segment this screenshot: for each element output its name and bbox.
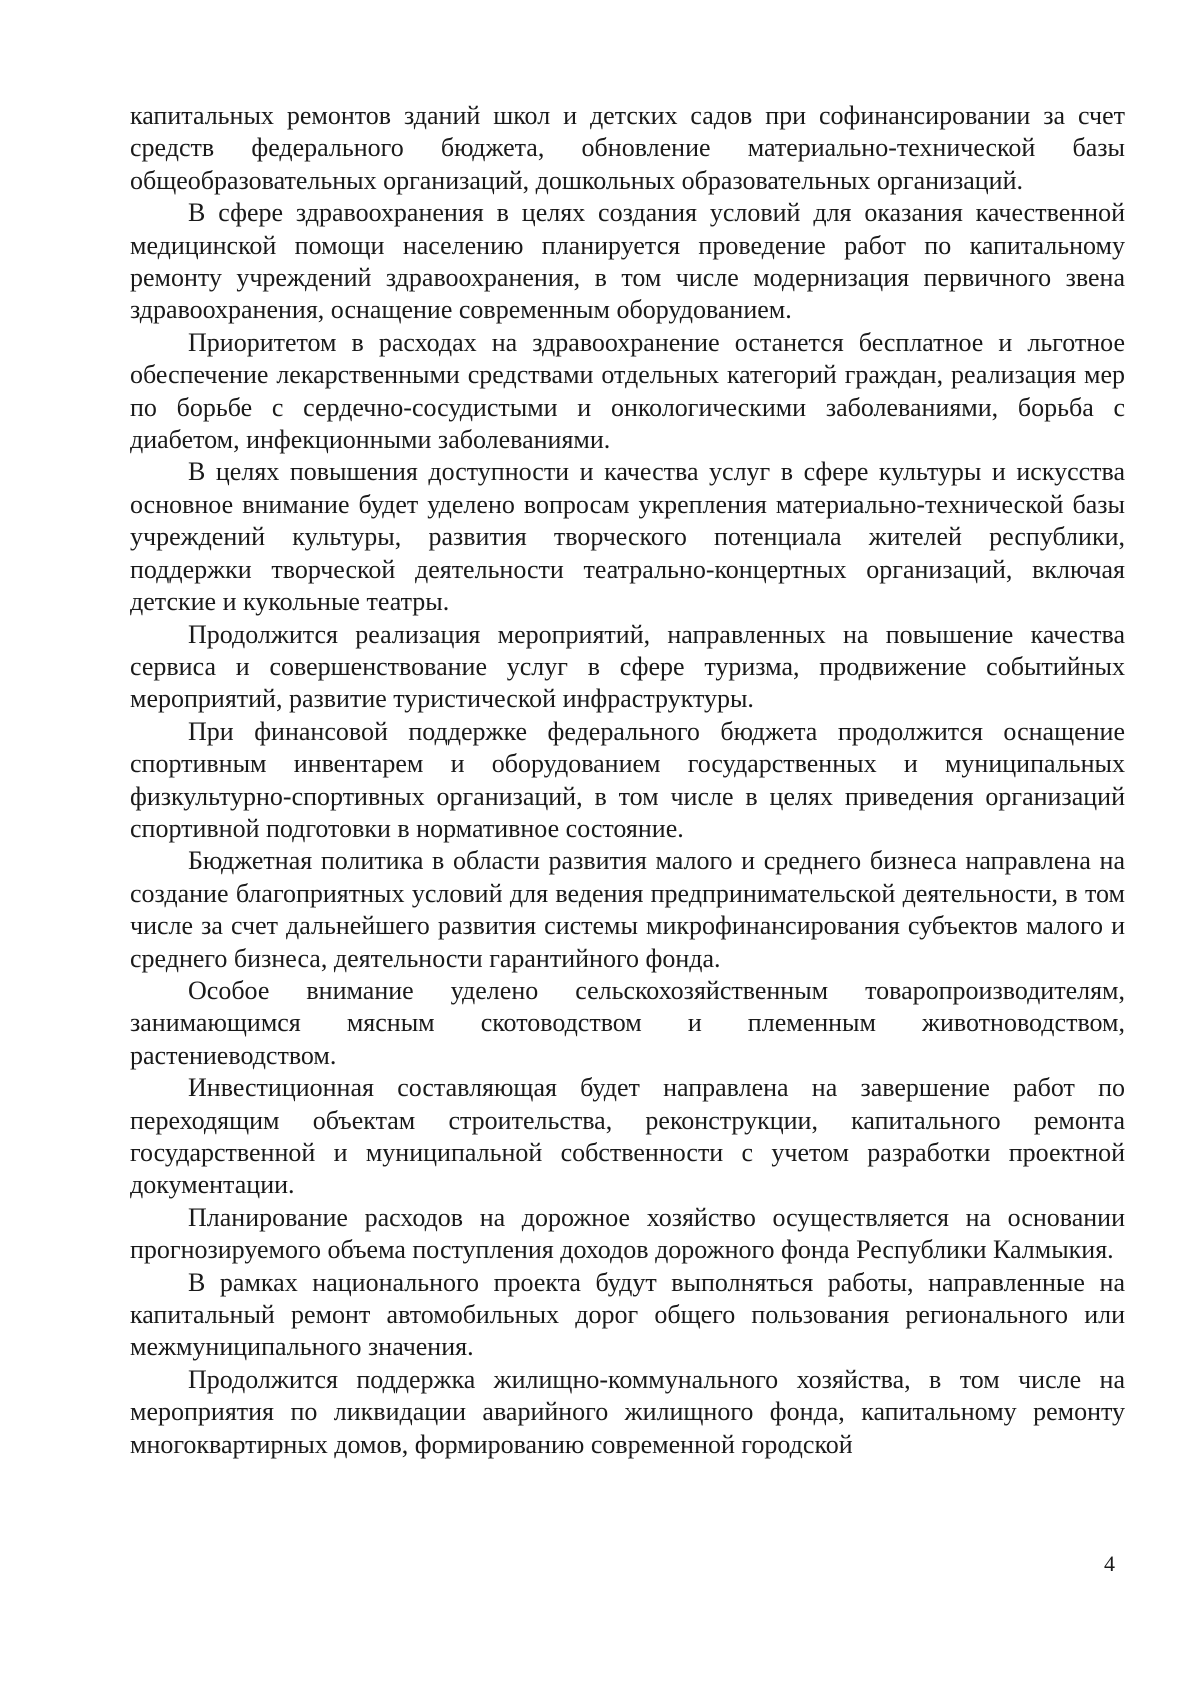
page-number: 4 <box>1104 1551 1115 1576</box>
paragraph: капитальных ремонтов зданий школ и детских садов при софинансировании за счет средств федерального бюджета, обновление материально-технической базы общеобразовательных организаций, дошкольных образовательных организаций. <box>130 101 1125 195</box>
paragraph: Особое внимание уделено сельскохозяйственным товаропроизводителям, занимающимся мясным скотоводством и племенным животноводством, растениеводством. <box>130 975 1125 1070</box>
paragraph: Продолжится поддержка жилищно-коммунального хозяйства, в том числе на мероприятия по ликвидации аварийного жилищного фонда, капитальному ремонту многоквартирных домов, формированию современной городской <box>130 1364 1125 1459</box>
paragraph: Инвестиционная составляющая будет направлена на завершение работ по переходящим объектам строительства, реконструкции, капитального ремонта государственной и муниципальной собственности с учетом разработки проектной документации. <box>130 1073 1125 1200</box>
paragraph: Продолжится реализация мероприятий, направленных на повышение качества сервиса и совершенствование услуг в сфере туризма, продвижение событийных мероприятий, развитие туристической инфраструктуры. <box>130 619 1125 714</box>
paragraph: В целях повышения доступности и качества услуг в сфере культуры и искусства основное внимание будет уделено вопросам укрепления материально-технической базы учреждений культуры, развития творческого потенциала жителей республики, поддержки творческой деятельности театрально-концертных организаций, включая детские и кукольные театры. <box>130 457 1125 617</box>
paragraph: Приоритетом в расходах на здравоохранение останется бесплатное и льготное обеспечение лекарственными средствами отдельных категорий граждан, реализация мер по борьбе с сердечно-сосудистыми и онкологическими заболеваниями, борьба с диабетом, инфекционными заболеваниями. <box>130 327 1125 455</box>
paragraph: При финансовой поддержке федерального бюджета продолжится оснащение спортивным инвентарем и оборудованием государственных и муниципальных физкультурно-спортивных организаций, в том числе в целях приведения организаций спортивной подготовки в нормативное состояние. <box>130 716 1125 843</box>
paragraph: Планирование расходов на дорожное хозяйство осуществляется на основании прогнозируемого объема поступления доходов дорожного фонда Республики Калмыкия. <box>130 1202 1125 1265</box>
document-body <box>130 100 1125 1461</box>
paragraph: В рамках национального проекта будут выполняться работы, направленные на капитальный ремонт автомобильных дорог общего пользования регионального или межмуниципального значения. <box>130 1267 1125 1362</box>
paragraph: В сфере здравоохранения в целях создания условий для оказания качественной медицинской помощи населению планируется проведение работ по капитальному ремонту учреждений здравоохранения, в том числе модернизация первичного звена здравоохранения, оснащение современным оборудованием. <box>130 198 1125 325</box>
paragraph: Бюджетная политика в области развития малого и среднего бизнеса направлена на создание благоприятных условий для ведения предпринимательской деятельности, в том числе за счет дальнейшего развития системы микрофинансирования субъектов малого и среднего бизнеса, деятельности гарантийного фонда. <box>130 846 1125 973</box>
